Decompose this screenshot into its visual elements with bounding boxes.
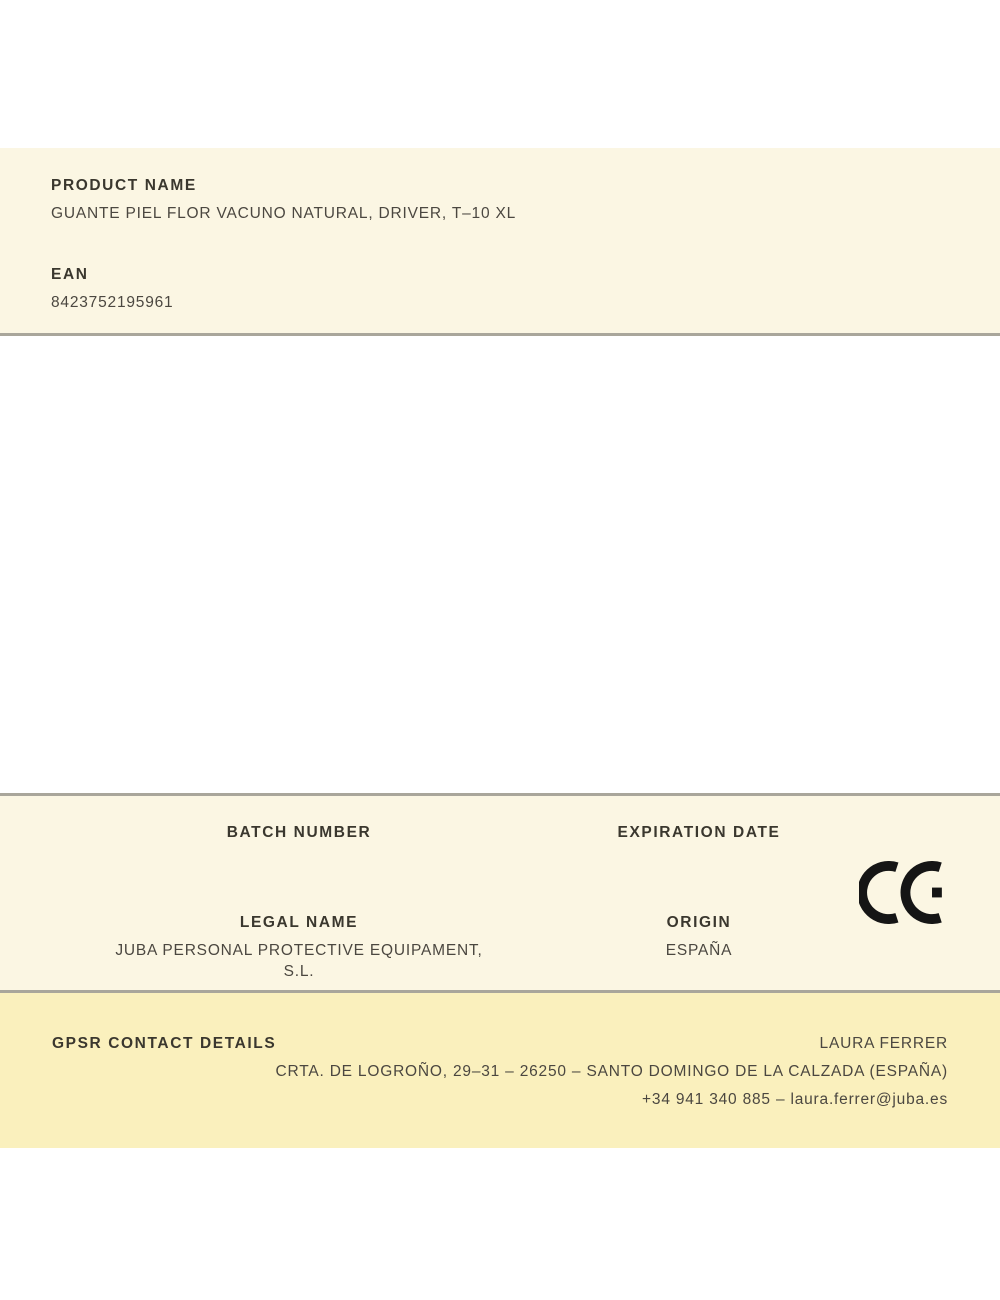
product-name-field — [51, 175, 949, 224]
ce-mark-icon — [859, 861, 944, 924]
gpsr-contact-label: GPSR CONTACT DETAILS — [52, 1035, 277, 1052]
batch-number-label: BATCH NUMBER — [226, 824, 372, 841]
contact-header-row — [52, 1033, 948, 1054]
ean-label: EAN — [51, 266, 89, 283]
origin-label: ORIGIN — [666, 914, 732, 931]
ean-value: 8423752195961 — [51, 294, 174, 311]
origin-field — [499, 912, 899, 961]
product-name-label: PRODUCT NAME — [51, 177, 197, 194]
contact-section — [0, 993, 1000, 1148]
product-name-value: GUANTE PIEL FLOR VACUNO NATURAL, DRIVER, T–10 XL — [51, 205, 517, 222]
legal-name-value: JUBA PERSONAL PROTECTIVE EQUIPAMENT, S.L. — [115, 942, 483, 980]
legal-name-label: LEGAL NAME — [239, 914, 359, 931]
contact-phone-email: +34 941 340 885 – laura.ferrer@juba.es — [642, 1091, 948, 1108]
legal-name-field — [99, 912, 499, 982]
ean-field — [51, 264, 949, 313]
traceability-section — [0, 793, 1000, 993]
contact-name: LAURA FERRER — [819, 1035, 948, 1052]
expiration-date-label: EXPIRATION DATE — [617, 824, 781, 841]
contact-address: CRTA. DE LOGROÑO, 29–31 – 26250 – SANTO DOMINGO DE LA CALZADA (ESPAÑA) — [275, 1063, 948, 1080]
origin-value: ESPAÑA — [665, 942, 733, 959]
batch-number-field — [99, 822, 499, 843]
expiration-date-field — [499, 822, 899, 843]
product-section — [0, 148, 1000, 336]
